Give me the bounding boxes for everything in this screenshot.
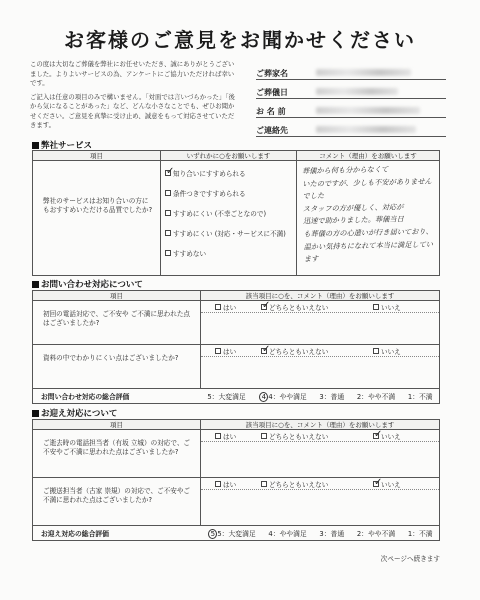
pickup-question-row [33, 478, 439, 526]
square-bullet-icon [32, 142, 39, 149]
info-row-funeral-date [256, 83, 446, 99]
table-header [33, 291, 439, 301]
rating-4[interactable]: 4：やや満足 [268, 529, 307, 538]
header-item: 項目 [33, 151, 161, 160]
header-choice: 該当項目に○を、コメント（理由）をお願いします [245, 421, 395, 429]
redacted-value [316, 126, 416, 133]
service-question: 弊社のサービスはお知り合いの方にもおすすめいただける品質でしたか? [33, 161, 161, 275]
service-body [33, 161, 439, 275]
rating-5[interactable]: 5 5：大変満足 [207, 528, 255, 539]
comment-area[interactable] [201, 490, 439, 525]
header-choice: いずれかに○をお願いします [161, 151, 297, 160]
pickup-question-row [33, 430, 439, 478]
intro-paragraph: ご記入は任意の項目のみで構いません。「対面では言いづらかった」「後から気になることがあった」など、どんな小さなことでも、ぜひお聞かせください。ご意見を真摯に受け止め、誠意をもって対応させていただきます。 [30, 92, 235, 129]
rating-5[interactable]: 5：大変満足 [207, 392, 246, 401]
option-no[interactable]: ✓ いいえ [374, 428, 401, 441]
rating-2[interactable]: 2：やや不満 [356, 392, 396, 401]
info-label: お 名 前 [256, 107, 286, 116]
answer-options [201, 301, 439, 313]
rating-2[interactable]: 2：やや不満 [356, 529, 396, 538]
option-yes[interactable]: はい [201, 302, 261, 312]
square-bullet-icon [32, 281, 39, 288]
circled-mark-icon: 4 [259, 392, 268, 402]
table-header [33, 151, 439, 161]
checkbox[interactable] [165, 166, 175, 177]
question-text: ご搬送担当者（古家 崇規）の対応で、ご不安やご不満に思われた点はございましたか? [33, 478, 201, 525]
redacted-value [316, 88, 398, 95]
checkbox[interactable] [165, 210, 171, 216]
question-text: 資料の中でわかりにくい点はございましたか? [33, 345, 201, 388]
comment-area[interactable] [201, 442, 439, 477]
square-bullet-icon [32, 410, 39, 417]
info-label: ご葬家名 [256, 69, 288, 78]
header-choice: 該当項目に○を、コメント（理由）をお願いします [245, 292, 395, 300]
rating-label: お問い合わせ対応の総合評価 [41, 393, 130, 401]
customer-info [256, 64, 446, 140]
inquiry-question-row [33, 301, 439, 345]
option-recommend[interactable]: ✓ 知り合いにすすめられる [166, 166, 246, 178]
section-heading-service: 弊社サービス [32, 139, 92, 151]
service-comment-box[interactable] [297, 161, 439, 275]
section-heading-pickup: お迎え対応について [32, 407, 117, 419]
info-label: ご葬儀日 [256, 88, 288, 97]
checkbox[interactable] [165, 250, 171, 256]
option-no[interactable]: いいえ [357, 346, 401, 356]
option-hard-dissatisfied[interactable]: すすめにくい (対応・サービスに不満) [165, 223, 296, 243]
header-item: 項目 [33, 420, 201, 429]
option-neutral[interactable]: どちらともいえない [261, 431, 357, 441]
checkbox[interactable] [165, 190, 171, 196]
pickup-overall-rating [33, 526, 439, 540]
check-mark-icon: ✓ [262, 343, 271, 355]
handwritten-comment: 葬儀から何も分からなくて いたのですが、少しも不安がありませんでした スタッフの方が優しく、対応が 迅速で助かりました。葬儀当日 も葬儀の方の心遣いが行き届いており、 温かい気持ちになれて本当に満足しています [301, 164, 434, 264]
info-row-family-name [256, 64, 446, 80]
pickup-table [32, 419, 440, 541]
answer-options [201, 345, 439, 357]
option-no[interactable]: いいえ [357, 302, 401, 312]
rating-label: お迎え対応の総合評価 [41, 530, 109, 538]
page-title: お客様のご意見をお聞かせください [64, 28, 416, 52]
question-text: 初回の電話対応で、ご不安や ご不満に思われた点はございましたか? [33, 301, 201, 344]
header-item: 項目 [33, 291, 201, 300]
answer-options [201, 478, 439, 490]
option-no[interactable]: ✓ いいえ [374, 476, 401, 489]
inquiry-question-row [33, 345, 439, 389]
option-yes[interactable]: はい [201, 346, 261, 356]
intro-text [30, 60, 240, 135]
service-table [32, 150, 440, 276]
rating-3[interactable]: 3：普通 [319, 529, 345, 538]
inquiry-table [32, 290, 440, 404]
question-text: ご逝去時の電話担当者（有坂 立城）の対応で、ご不安やご不満に思われた点はございましたか? [33, 430, 201, 477]
rating-3[interactable]: 3：普通 [319, 392, 345, 401]
comment-area[interactable] [201, 313, 439, 344]
checkbox[interactable] [165, 230, 171, 236]
header-comment: コメント（理由）をお願いします [319, 152, 417, 160]
option-neutral[interactable]: ✓ どちらともいえない [262, 343, 329, 356]
inquiry-overall-rating [33, 389, 439, 403]
option-not-recommend[interactable]: すすめない [165, 243, 296, 263]
redacted-value [316, 107, 420, 114]
rating-1[interactable]: 1：不満 [407, 392, 433, 401]
rating-scale[interactable] [201, 391, 439, 402]
option-hard-occasion[interactable]: すすめにくい (不幸ごとなので) [165, 203, 296, 223]
check-mark-icon: ✓ [374, 476, 383, 488]
info-label: ご連絡先 [256, 126, 288, 135]
info-row-contact [256, 121, 446, 137]
check-mark-icon: ✓ [374, 428, 383, 440]
rating-4[interactable]: 4 4：やや満足 [258, 391, 306, 402]
rating-1[interactable]: 1：不満 [407, 529, 433, 538]
option-yes[interactable]: はい [201, 431, 261, 441]
check-mark-icon: ✓ [262, 299, 271, 311]
rating-scale[interactable] [201, 528, 439, 539]
section-heading-inquiry: お問い合わせ対応について [32, 278, 143, 290]
service-options [161, 161, 297, 275]
info-row-name [256, 102, 446, 118]
intro-paragraph: この度は大切なご葬儀を弊社にお任せいただき、誠にありがとうございました。よりよいサービスの為、アンケートにご協力いただければ幸いです。 [30, 60, 235, 87]
redacted-value [316, 69, 411, 76]
continue-note: 次ページへ続きます [380, 555, 440, 563]
option-yes[interactable]: はい [201, 479, 261, 489]
option-neutral[interactable]: ✓ どちらともいえない [262, 299, 329, 312]
circled-mark-icon: 5 [208, 529, 217, 539]
option-neutral[interactable]: どちらともいえない [261, 479, 357, 489]
check-mark-icon: ✓ [166, 166, 175, 177]
option-conditional[interactable]: 条件つきですすめられる [165, 183, 296, 203]
answer-options [201, 430, 439, 442]
comment-area[interactable] [201, 357, 439, 388]
